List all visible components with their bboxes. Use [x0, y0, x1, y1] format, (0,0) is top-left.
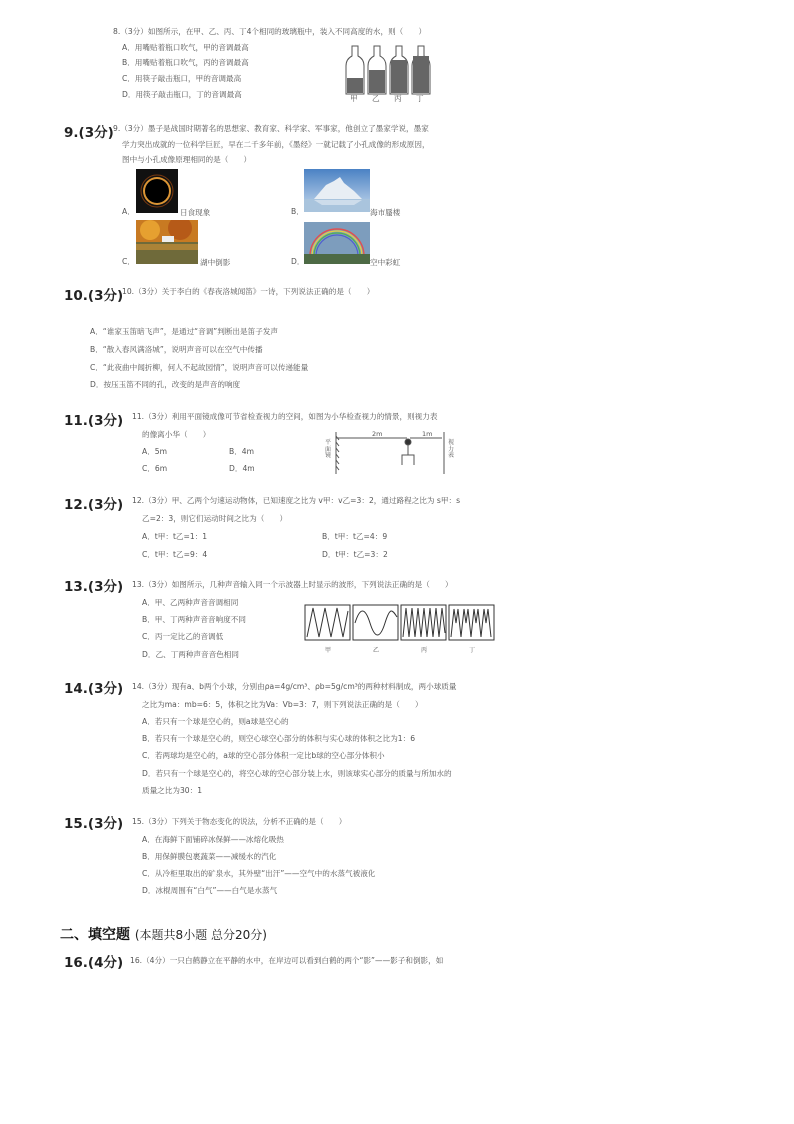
q11-vision-diagram [322, 428, 462, 478]
q10-label: 10.(3分) [64, 288, 124, 304]
q12-label: 12.(3分) [64, 497, 124, 513]
bottle-yi [368, 46, 386, 94]
q15-option-b: B．用保鲜膜包裹蔬菜——减缓水的汽化 [142, 852, 277, 861]
wave-label-jia: 甲 [325, 647, 332, 654]
q14-label: 14.(3分) [64, 681, 124, 697]
q13-option-a: A．甲、乙两种声音音调相同 [142, 598, 239, 607]
q12-option-d: D．t甲：t乙=3：2 [322, 550, 388, 559]
q14-option-d-cont: 质量之比为30：1 [142, 786, 203, 795]
q8-option-c: C．用筷子敲击瓶口，甲的音调最高 [122, 74, 242, 83]
q15-label: 15.(3分) [64, 816, 124, 832]
q13-waveforms [304, 603, 496, 643]
q8-stem: 8.（3分）如图所示，在甲、乙、丙、丁4个相同的玻璃瓶中，装入不同高度的水，则（ ） [113, 27, 427, 36]
q14-option-c: C．若两球均是空心的，a球的空心部分体积一定比b球的空心部分体积小 [142, 751, 385, 760]
q9-caption-d: 空中彩虹 [370, 258, 401, 267]
wave-yi [355, 611, 397, 635]
bottle-label-bing: 丙 [394, 94, 402, 103]
q13-option-c: C．丙一定比乙的音调低 [142, 632, 224, 641]
q11-stem-line2: 的像离小华（ ） [142, 430, 211, 439]
q12-option-a: A．t甲：t乙=1：1 [142, 532, 208, 541]
section-title: 二、填空题 [60, 927, 130, 943]
wave-label-bing: 丙 [421, 647, 428, 654]
q10-option-d: D．按压玉笛不同的孔，改变的是声音的响度 [90, 380, 241, 389]
q9-stem-line1: 9.（3分）墨子是战国时期著名的思想家、教育家、科学家、军事家，他创立了墨家学说，墨家 [113, 124, 429, 133]
q11-option-c: C．6m [142, 464, 168, 473]
q8-option-a: A．用嘴贴着瓶口吹气，甲的音调最高 [122, 43, 249, 52]
section-subtitle: (本题共8小题 总分20分) [134, 928, 267, 942]
q13-option-b: B．甲、丁两种声音音响度不同 [142, 615, 246, 624]
q11-stem-line1: 11.（3分）利用平面镜成像可节省检查视力的空间，如图为小华检查视力的情景，则视力表 [132, 412, 438, 421]
rainbow-photo [304, 222, 370, 264]
q9-stem-line2: 学力突出成就的一位科学巨匠，早在二千多年前，《墨经》一就记载了小孔成像的形成原因， [122, 140, 430, 149]
bottle-label-ding: 丁 [416, 94, 424, 103]
q15-option-a: A．在海鲜下面铺碎冰保鲜——冰熔化吸热 [142, 835, 284, 844]
q10-option-a: A．“谁家玉笛暗飞声”，是通过“音调”判断出是笛子发声 [90, 327, 278, 336]
q12-option-c: C．t甲：t乙=9：4 [142, 550, 208, 559]
person-head [405, 439, 411, 445]
bottle-jia [346, 46, 364, 94]
bottle-label-jia: 甲 [350, 94, 358, 103]
q12-stem-line1: 12.（3分）甲、乙两个匀速运动物体，已知速度之比为 v甲：v乙=3：2，通过路程之比为 s甲：s [132, 496, 461, 505]
q11-label: 11.(3分) [64, 413, 124, 429]
q10-stem: 10.（3分）关于李白的《春夜洛城闻笛》一诗，下列说法正确的是（ ） [122, 287, 375, 296]
section-fill-in-title [60, 924, 267, 944]
mirage-photo [304, 169, 370, 212]
q9-caption-a: 日食现象 [180, 208, 211, 217]
bottle-label-yi: 乙 [372, 94, 380, 103]
q15-stem: 15.（3分）下列关于物态变化的说法，分析不正确的是（ ） [132, 817, 347, 826]
q9-caption-c: 湖中倒影 [200, 258, 231, 267]
q14-option-b: B．若只有一个球是空心的，则空心球空心部分的体积与实心球的体积之比为1：6 [142, 734, 416, 743]
wave-bing [403, 608, 445, 637]
q9-label: 9.(3分) [64, 125, 114, 141]
q10-option-b: B．“散入春风满洛城”，说明声音可以在空气中传播 [90, 345, 263, 354]
q16-label: 16.(4分) [64, 955, 124, 971]
q9-letter-a: A． [122, 207, 135, 216]
q15-option-c: C．从冷柜里取出的矿泉水，其外壁“出汗”——空气中的水蒸气被液化 [142, 869, 376, 878]
q11-mirror-label: 平面镜 [325, 439, 332, 460]
q13-option-d: D．乙、丁两种声音音色相同 [142, 650, 239, 659]
lake-reflection-photo [136, 220, 198, 264]
wave-label-ding: 丁 [469, 647, 476, 654]
person-body [402, 445, 414, 465]
q11-option-a: A．5m [142, 447, 168, 456]
q14-option-a: A．若只有一个球是空心的，则a球是空心的 [142, 717, 289, 726]
bottle-ding [412, 46, 430, 94]
q9-caption-b: 海市蜃楼 [370, 208, 401, 217]
q11-distance-1m: 1m [422, 430, 433, 438]
q12-stem-line2: 乙=2：3，则它们运动时间之比为（ ） [142, 514, 288, 523]
q9-letter-c: C． [122, 257, 135, 266]
q9-stem-line3: 图中与小孔成像原理相同的是（ ） [122, 155, 252, 164]
q11-distance-2m: 2m [372, 430, 383, 438]
q12-option-b: B．t甲：t乙=4：9 [322, 532, 388, 541]
q8-option-d: D．用筷子敲击瓶口，丁的音调最高 [122, 90, 242, 99]
q14-stem-line2: 之比为ma：mb=6：5，体积之比为Va：Vb=3：7，则下列说法正确的是（ ） [142, 700, 423, 709]
q11-option-b: B．4m [229, 447, 255, 456]
q8-option-b: B．用嘴贴着瓶口吹气，丙的音调最高 [122, 58, 249, 67]
wave-label-yi: 乙 [373, 647, 380, 654]
bottle-bing [390, 46, 408, 94]
q11-chart-label: 视力表 [448, 439, 455, 460]
q10-option-c: C．“此夜曲中闻折柳，何人不起故园情”，说明声音可以传递能量 [90, 363, 309, 372]
wave-jia [307, 608, 348, 637]
q13-stem: 13.（3分）如图所示，几种声音输入同一个示波器上时显示的波形，下列说法正确的是（ ） [132, 580, 453, 589]
wave-ding [451, 609, 491, 637]
q9-letter-b: B． [291, 207, 304, 216]
q9-letter-d: D． [291, 257, 305, 266]
q13-label: 13.(3分) [64, 579, 124, 595]
eclipse-photo [136, 169, 178, 213]
q11-option-d: D．4m [229, 464, 255, 473]
q15-option-d: D．冰棍周围有“白气”——白气是水蒸气 [142, 886, 278, 895]
q14-option-d: D．若只有一个球是空心的，将空心球的空心部分装上水，则该球实心部分的质量与所加水的 [142, 769, 452, 778]
q14-stem-line1: 14.（3分）现有a、b两个小球，分别由ρa=4g/cm³、ρb=5g/cm³的两种材料制成，两小球质量 [132, 682, 457, 691]
q16-stem: 16.（4分）一只白鹤静立在平静的水中，在岸边可以看到白鹤的两个“影”——影子和倒影，如 [130, 956, 444, 965]
